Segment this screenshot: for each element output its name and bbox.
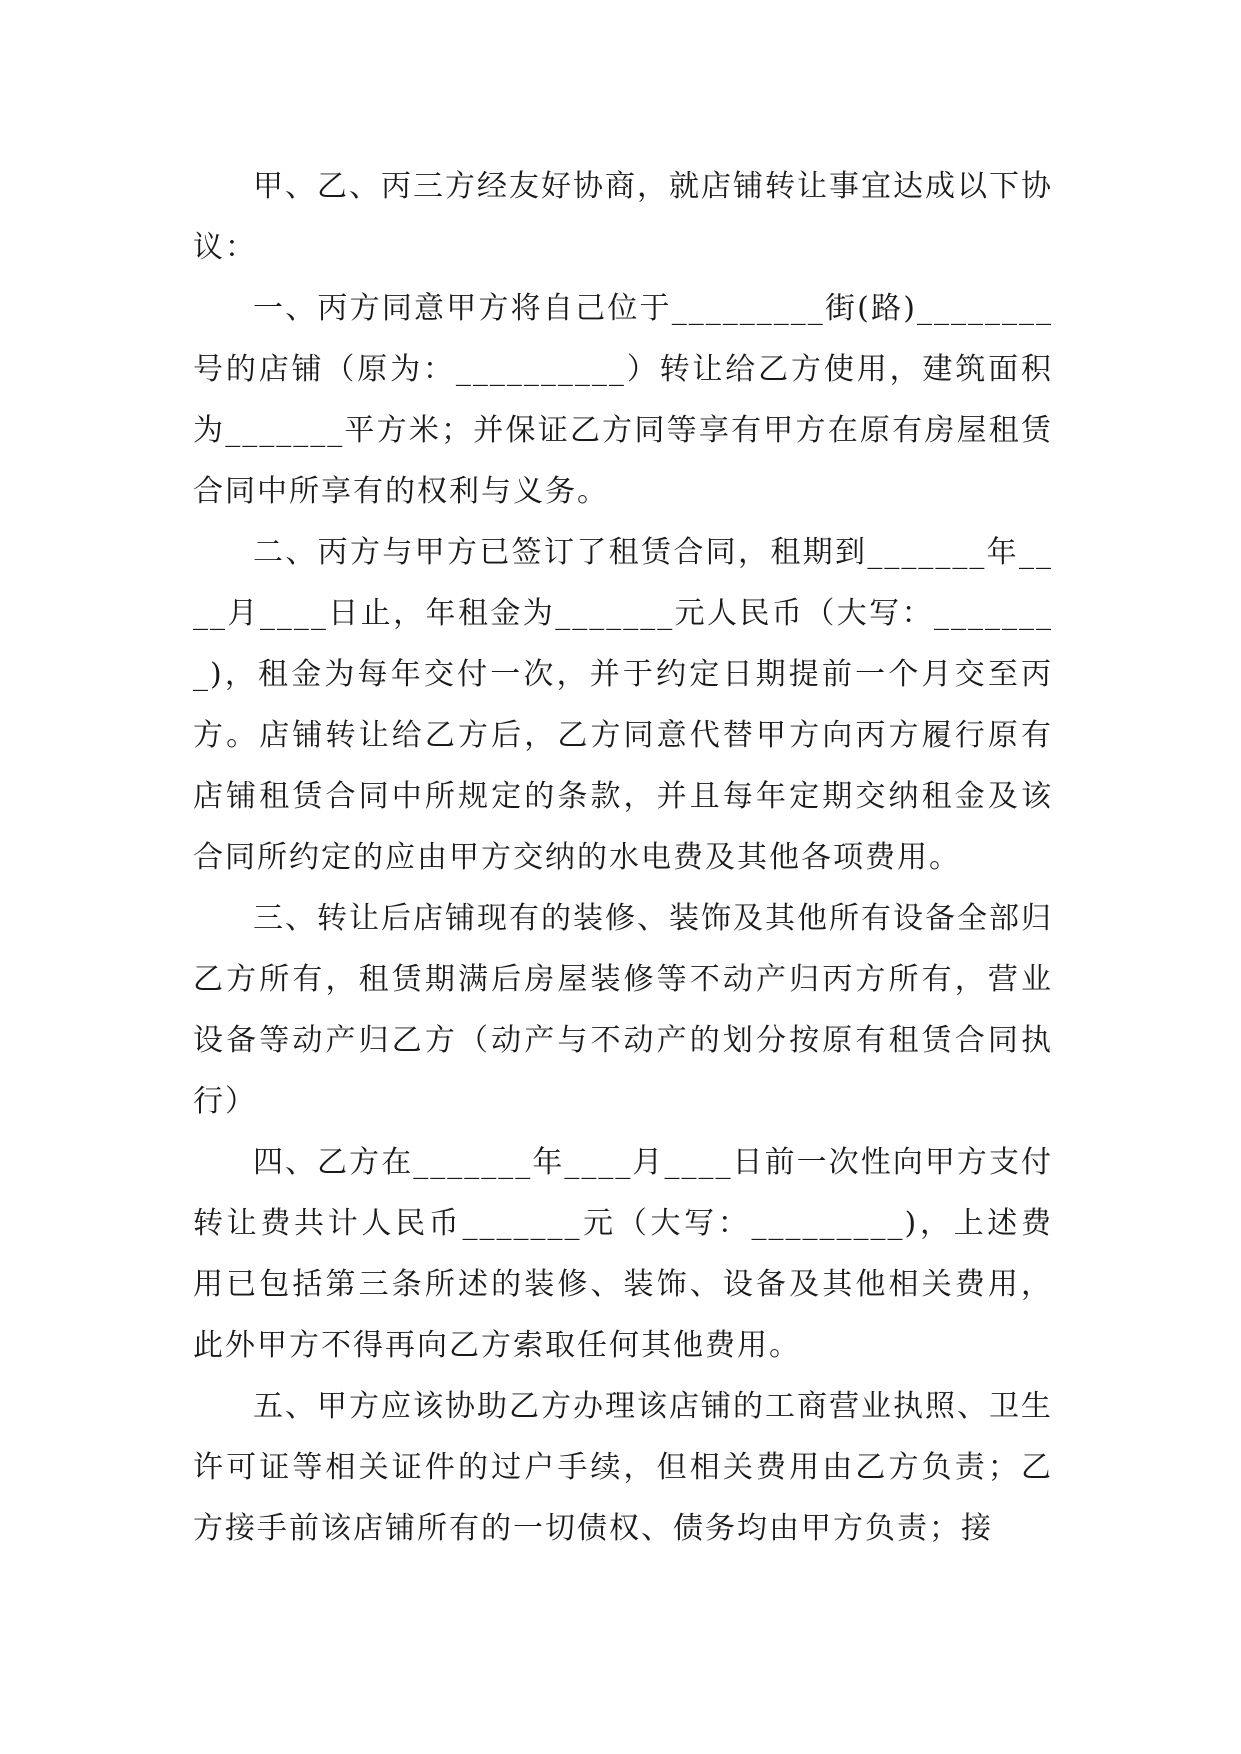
paragraph-clause-1: 一、丙方同意甲方将自己位于_________街(路)________号的店铺（原为：__________）转让给乙方使用，建筑面积为_______平方米；并保证乙方同等享有甲方在原有房屋租赁合同中所享有的权利与义务。 xyxy=(193,291,1053,509)
paragraph-clause-2: 二、丙方与甲方已签订了租赁合同，租期到_______年____月____日止，年租金为_______元人民币（大写：________)，租金为每年交付一次，并于约定日期提前一个月交至丙方。店铺转让给乙方后，乙方同意代替甲方向丙方履行原有店铺租赁合同中所规定的条款，并且每年定期交纳租金及该合同所约定的应由甲方交纳的水电费及其他各项费用。 xyxy=(193,535,1053,875)
document-body xyxy=(193,156,1053,1559)
paragraph-clause-3: 三、转让后店铺现有的装修、装饰及其他所有设备全部归乙方所有，租赁期满后房屋装修等不动产归丙方所有，营业设备等动产归乙方（动产与不动产的划分按原有租赁合同执行） xyxy=(193,901,1053,1119)
paragraph-intro: 甲、乙、丙三方经友好协商，就店铺转让事宜达成以下协议： xyxy=(193,169,1053,265)
paragraph-clause-5: 五、甲方应该协助乙方办理该店铺的工商营业执照、卫生许可证等相关证件的过户手续，但相关费用由乙方负责；乙方接手前该店铺所有的一切债权、债务均由甲方负责；接 xyxy=(193,1389,1053,1546)
paragraph-clause-4: 四、乙方在_______年____月____日前一次性向甲方支付转让费共计人民币_______元（大写：_________)，上述费用已包括第三条所述的装修、装饰、设备及其他相关费用，此外甲方不得再向乙方索取任何其他费用。 xyxy=(193,1145,1053,1363)
